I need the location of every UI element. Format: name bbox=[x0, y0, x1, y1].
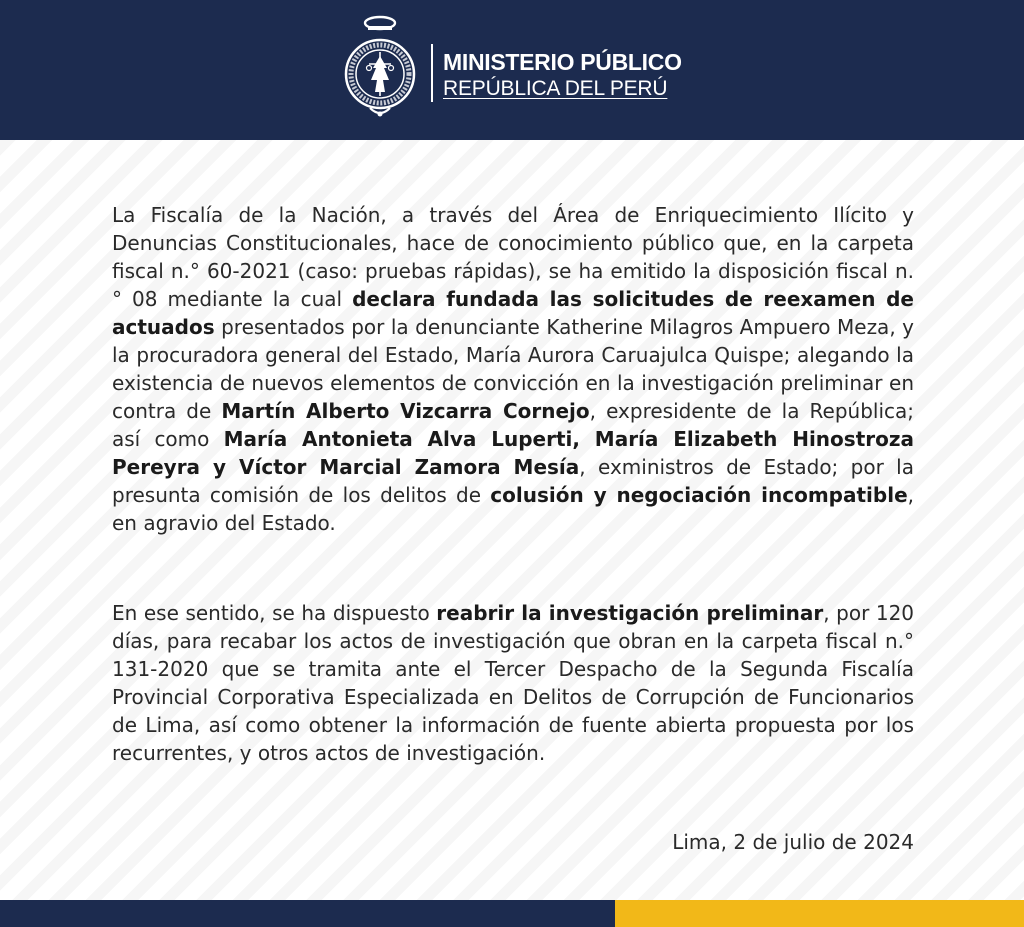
statement-paragraph-1: La Fiscalía de la Nación, a través del Área de Enriquecimiento Ilícito y Denuncias Constitucionales, hace de conocimiento público que, en la carpeta fiscal n.° 60-2021 (caso: pruebas rápidas), se ha emitido la disposición fiscal n.° 08 mediante la cual declara fundada las solicitudes de reexamen de actuados presentados por la denunciante Katherine Milagros Ampuero Meza, y la procuradora general del Estado, María Aurora Caruajulca Quispe; alegando la existencia de nuevos elementos de convicción en la investigación preliminar en contra de Martín Alberto Vizcarra Cornejo, expresidente de la República; así como María Antonieta Alva Luperti, María Elizabeth Hinostroza Pereyra y Víctor Marcial Zamora Mesía, exministros de Estado; por la presunta comisión de los delitos de colusión y negociación incompatible, en agravio del Estado. bbox=[112, 203, 915, 535]
header-divider bbox=[431, 44, 433, 102]
emphasis-former-ministers: María Antonieta Alva Luperti, María Elizabeth Hinostroza Pereyra y Víctor Marcial Zamora Mesía bbox=[112, 427, 914, 479]
emphasis-decision: declara fundada las solicitudes de reexamen de actuados bbox=[112, 287, 914, 339]
statement-paragraph-2: En ese sentido, se ha dispuesto reabrir la investigación preliminar, por 120 días, para recabar los actos de investigación que obran en la carpeta fiscal n.° 131-2020 que se tramita ante el Tercer Despacho de la Segunda Fiscalía Provincial Corporativa Especializada en Delitos de Corrupción de Funcionarios de Lima, así como obtener la información de fuente abierta propuesta por los recurrentes, y otros actos de investigación. bbox=[112, 601, 915, 765]
ministerio-publico-seal-icon bbox=[343, 14, 417, 124]
institution-country: REPÚBLICA DEL PERÚ bbox=[443, 77, 668, 100]
emphasis-reopen: reabrir la investigación preliminar bbox=[436, 601, 824, 625]
institution-name: MINISTERIO PÚBLICO bbox=[443, 49, 682, 75]
header-banner bbox=[0, 0, 1024, 140]
footer-bar-gold bbox=[615, 900, 1024, 927]
emphasis-crimes: colusión y negociación incompatible bbox=[490, 483, 908, 507]
emphasis-former-president: Martín Alberto Vizcarra Cornejo bbox=[221, 399, 590, 423]
footer-bar-navy bbox=[0, 900, 615, 927]
statement-date: Lima, 2 de julio de 2024 bbox=[672, 830, 914, 854]
